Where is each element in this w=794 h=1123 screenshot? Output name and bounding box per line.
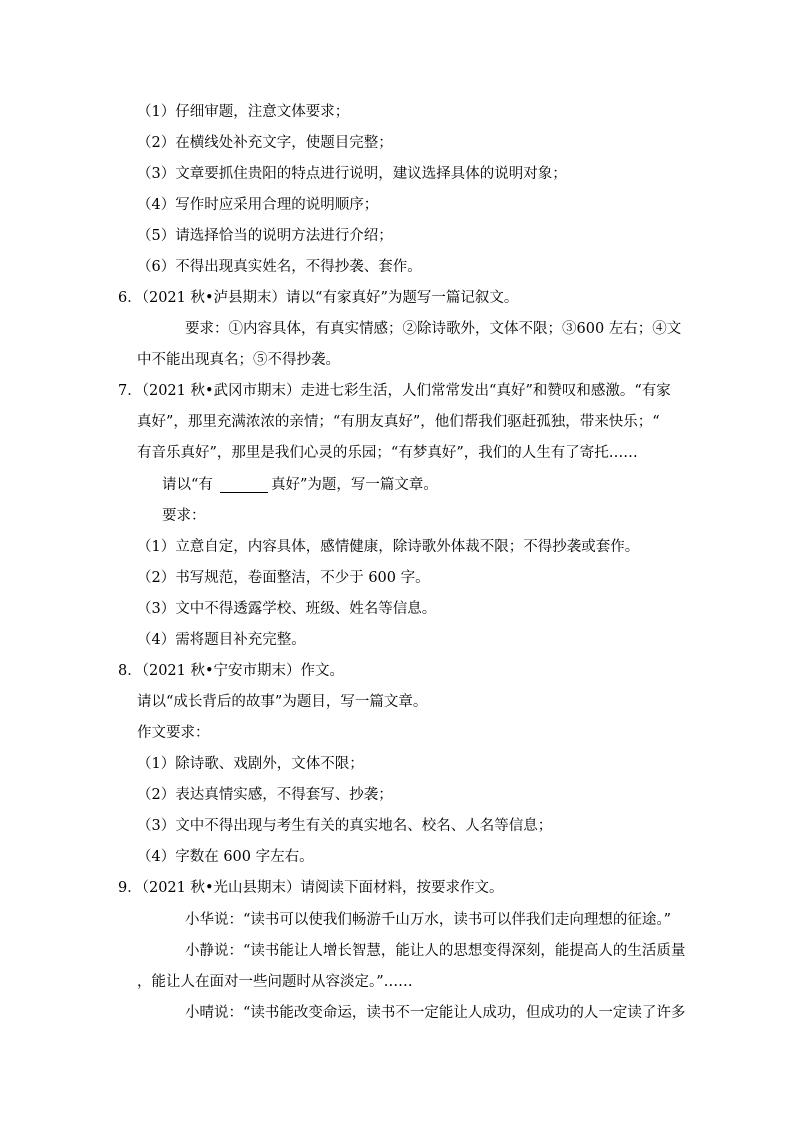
- text-line: （3）文中不得出现与考生有关的真实地名、校名、人名等信息；: [137, 818, 553, 834]
- text-line: 有音乐真好”，那里是我们心灵的乐园；“有梦真好”，我们的人生有了寄托……: [137, 445, 638, 461]
- text-line: 小晴说：“读书能改变命运，读书不一定能让人成功，但成功的人一定读了许多: [185, 1005, 686, 1021]
- text-line: 小华说：“读书可以使我们畅游千山万水，读书可以伴我们走向理想的征途。”: [185, 912, 672, 928]
- text-line: （5）请选择恰当的说明方法进行介绍；: [137, 228, 393, 244]
- text-line: （4）写作时应采用合理的说明顺序；: [137, 197, 379, 213]
- text-line: （3）文中不得透露学校、班级、姓名等信息。: [137, 601, 437, 617]
- text-line: （1）立意自定，内容具体，感情健康，除诗歌外体裁不限；不得抄袭或套作。: [137, 539, 640, 555]
- text-line: 请以“有: [162, 477, 213, 493]
- text-line: （2）书写规范，卷面整洁，不少于 600 字。: [137, 570, 430, 586]
- text-line: （4）字数在 600 字左右。: [137, 849, 314, 865]
- text-line: 真好”为题，写一篇文章。: [271, 477, 438, 493]
- text-line: （2）在横线处补充文字，使题目完整；: [137, 135, 393, 151]
- text-line: 要求：: [162, 508, 206, 524]
- question-8-heading: 8．（2021 秋•宁安市期末）作文。: [118, 663, 345, 679]
- text-line: ，能让人在面对一些问题时从容淡定。”……: [137, 974, 413, 990]
- question-6-heading: 6．（2021 秋•泸县期末）请以“有家真好”为题写一篇记叙文。: [118, 290, 519, 306]
- text-line: 请以“成长背后的故事”为题目，写一篇文章。: [137, 694, 428, 710]
- text-line: 作文要求：: [137, 725, 210, 741]
- question-9-heading: 9．（2021 秋•光山县期末）请阅读下面材料，按要求作文。: [118, 880, 504, 896]
- text-line: （6）不得出现真实姓名，不得抄袭、套作。: [137, 259, 422, 275]
- text-line: （1）除诗歌、戏剧外，文体不限；: [137, 756, 364, 772]
- text-line: 要求：①内容具体，有真实情感；②除诗歌外，文体不限；③600 左右；④文: [185, 321, 682, 337]
- text-line: （3）文章要抓住贵阳的特点进行说明，建议选择具体的说明对象；: [137, 166, 567, 182]
- text-line: （2）表达真情实感，不得套写、抄袭；: [137, 787, 393, 803]
- text-line: 小静说：“读书能让人增长智慧，能让人的思想变得深刻，能提高人的生活质量: [185, 943, 686, 959]
- text-line: （1）仔细审题，注意文体要求；: [137, 104, 350, 120]
- question-7-heading: 7．（2021 秋•武冈市期末）走进七彩生活，人们常常发出“真好”和赞叹和感激。“有家: [118, 383, 671, 399]
- text-line: 中不能出现真名；⑤不得抄袭。: [137, 352, 340, 368]
- text-line: （4）需将题目补充完整。: [137, 632, 306, 648]
- fill-in-blank: [220, 492, 268, 493]
- text-line: 真好”，那里充满浓浓的亲情；“有朋友真好”，他们帮我们驱赶孤独，带来快乐；“: [137, 414, 660, 430]
